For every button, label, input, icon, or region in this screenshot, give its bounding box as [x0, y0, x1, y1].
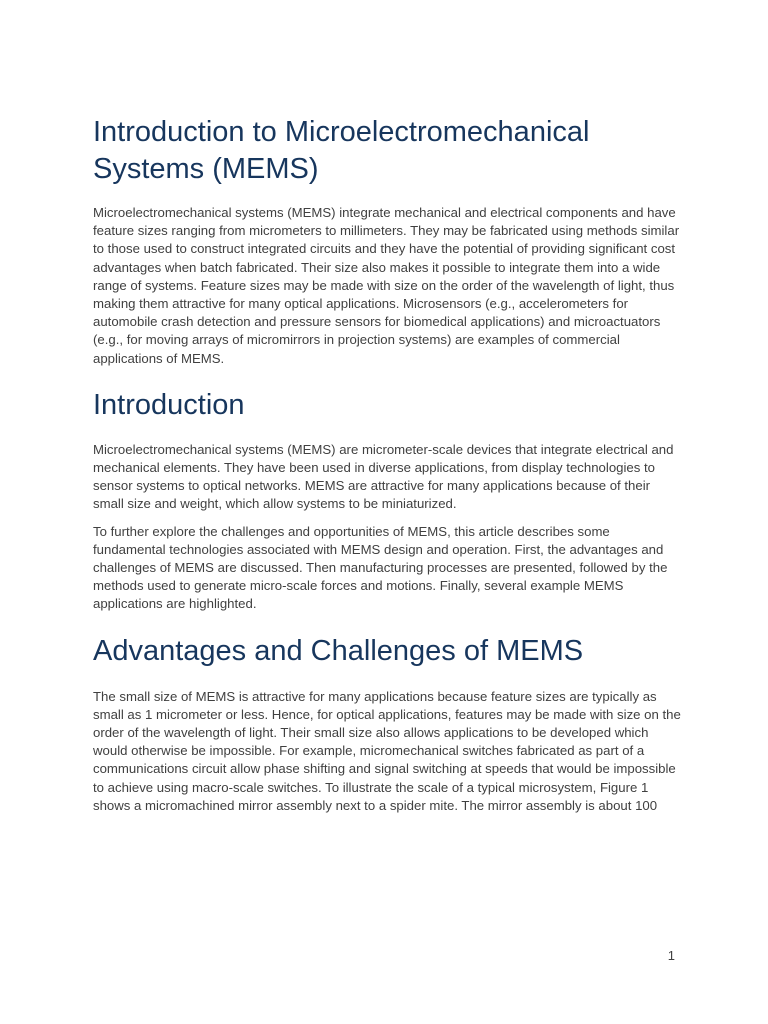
section-heading-advantages: Advantages and Challenges of MEMS — [93, 634, 584, 667]
advantages-paragraph-1: The small size of MEMS is attractive for many applications because feature sizes are typically as small as 1 micrometer or less. Hence, for optical applications, features may be made with size on the order of the wavelength of light. Their small size also allows applications to be developed which would otherwise be impossible. For example, micromechanical switches fabricated as part of a communications circuit allow phase shifting and signal switching at speeds that would be impossible to achieve using macro-scale switches. To illustrate the scale of a typical microsystem, Figure 1 shows a micromachined mirror assembly next to a spider mite. The mirror assembly is about 100 — [93, 688, 681, 813]
page-number: 1 — [667, 948, 675, 963]
document-title: Introduction to Microelectromechanical Systems (MEMS) — [93, 116, 590, 185]
abstract-paragraph: Microelectromechanical systems (MEMS) integrate mechanical and electrical components and have feature sizes ranging from micrometers to millimeters. They may be fabricated using methods similar to those used to construct integrated circuits and they have the potential of providing significant cost advantages when batch fabricated. Their size also makes it possible to integrate them into a wide range of systems. Feature sizes may be made with size on the order of the wavelength of light, thus making them attractive for many optical applications. Microsensors (e.g., accelerometers for automobile crash detection and pressure sensors for biomedical applications) and microactuators (e.g., for moving arrays of micromirrors in projection systems) are examples of commercial applications of MEMS. — [93, 205, 680, 366]
page-content — [93, 114, 683, 815]
introduction-paragraph-1: Microelectromechanical systems (MEMS) are micrometer-scale devices that integrate electrical and mechanical elements. They have been used in diverse applications, from display technologies to sensor systems to optical networks. MEMS are attractive for many applications because of their small size and weight, which allow systems to be miniaturized. — [93, 441, 674, 512]
introduction-paragraph-2: To further explore the challenges and opportunities of MEMS, this article describes some fundamental technologies associated with MEMS design and operation. First, the advantages and challenges of MEMS are discussed. Then manufacturing processes are presented, followed by the methods used to generate micro-scale forces and motions. Finally, several example MEMS applications are highlighted. — [93, 523, 668, 612]
section-heading-introduction: Introduction — [93, 388, 245, 421]
